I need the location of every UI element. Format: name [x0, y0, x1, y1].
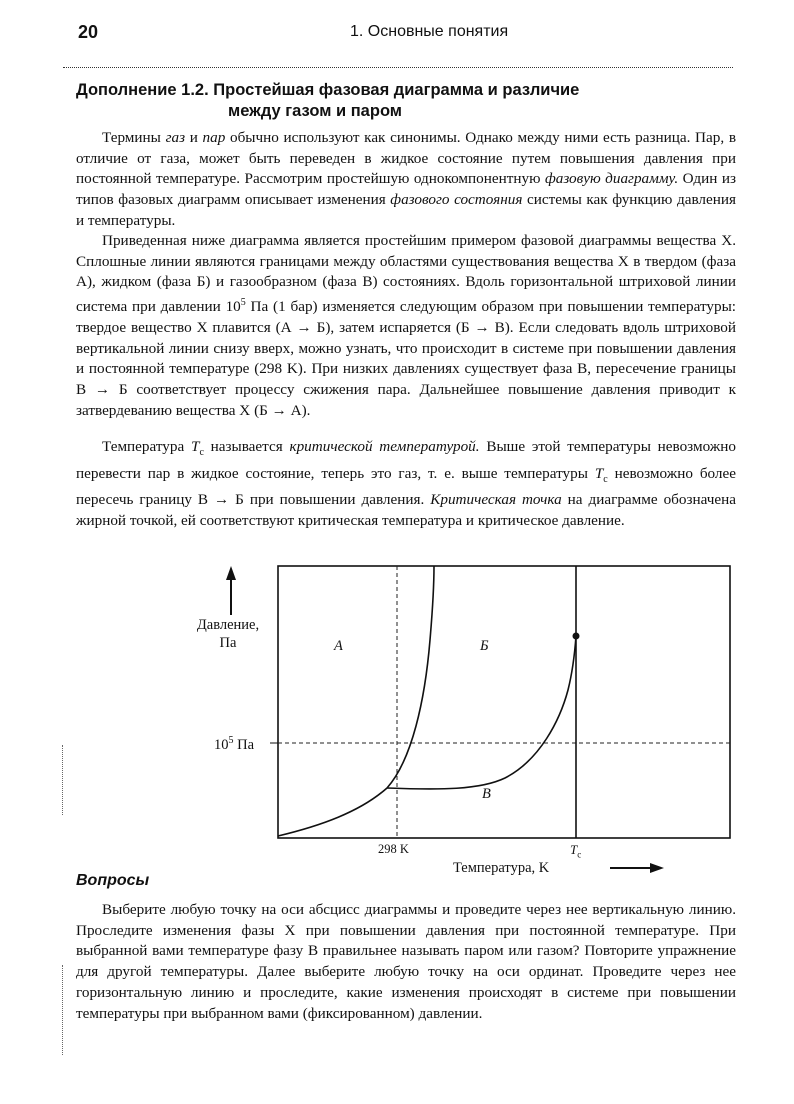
temp-tick-298k: 298 K [378, 842, 409, 856]
text-run: системы как функцию давления и температуры. [76, 191, 736, 229]
text-run: фазового состояния [390, 191, 523, 209]
phase-b-label: Б [480, 638, 489, 654]
y-axis-label-line-2: Па [219, 635, 237, 651]
pressure-tick-base: 10 [214, 736, 229, 753]
pressure-tick-label [214, 735, 254, 754]
pressure-tick-unit: Па [233, 736, 255, 753]
temp-tick-tc-symbol: T [570, 842, 578, 857]
text-run: пар [202, 129, 226, 146]
y-axis-label [188, 616, 268, 652]
text-run: называется [203, 438, 290, 455]
text-run: c [603, 473, 608, 485]
text-run: Один из типов фазовых диаграмм описывает изменения [76, 170, 736, 209]
text-run: критической температурой. [289, 438, 480, 455]
text-run: Критическая точка [430, 491, 562, 509]
text-run: газ [165, 129, 186, 146]
text-run: T [594, 464, 604, 482]
temp-tick-tc-subscript: c [577, 849, 582, 860]
text-run: 5 [240, 297, 246, 309]
melting-boundary [387, 566, 434, 788]
questions-heading: Вопросы [76, 872, 150, 889]
sublimation-boundary [278, 788, 387, 836]
y-axis-label-line-1: Давление, [196, 617, 260, 633]
text-run: Выберите любую точку на оси абсцисс диаграммы и проведите через нее вертикальную линию. Проследите изменения фазы X при повышении давления при постоянной температуре. При выбранной вами температуре фазу В правильнее называть паром или газом? Повторите упражнение для другой температуры. Далее выберите любую точку на оси ординат. Проведите через нее горизонтальную линию и проследите, какие изменения происходят в системе при повышении температуры при выбранном вами (фиксированном) давлении. [76, 901, 736, 1022]
text-run: на диаграмме обозначена жирной точкой, ей соответствуют критическая температура и критическое давление. [76, 491, 736, 530]
text-run: обычно используют как синонимы. Однако между ними есть разница. Пар, в отличие от газа, может быть переведен в жидкое состояние путем повышения давления при постоянной температуре. Рассмотрим простейшую однокомпонентную [76, 129, 736, 188]
text-run: c [199, 447, 204, 459]
paragraph-questions [76, 900, 736, 1024]
temp-tick-tc [570, 842, 581, 860]
phase-a-label: А [334, 638, 343, 654]
text-run: Выше этой температуры невозможно перевести пар в жидкое состояние, теперь это газ, т. е. выше температуры [76, 438, 736, 482]
text-run: и [185, 129, 203, 146]
text-run: Приведенная ниже диаграмма является простейшим примером фазовой диаграммы вещества X. Сплошные линии являются границами между областями существования вещества X в твердом (фаза А), жидком (фаза Б) и газообразном (фаза В) состояниях. Вдоль горизонтальной штриховой линии система при давлении 10 [76, 232, 736, 316]
text-run: фазовую диаграмму. [544, 170, 679, 188]
page-number: 20 [78, 22, 99, 42]
box-title-line-1: Дополнение 1.2. Простейшая фазовая диаграмма и различие [76, 81, 580, 99]
text-run: невозможно более пересечь границу В → Б при повышении давления. [76, 464, 736, 509]
critical-point [573, 633, 580, 640]
text-run: Па (1 бар) изменяется следующим образом при повышении температуры: твердое вещество X плавится (А → Б), затем испаряется (Б → В). Если следовать вдоль штриховой вертикальной линии снизу вверх, можно узнать, что происходит в системе при повышении давления и постоянной температуре (298 K). При низких давлениях существует фаза В, пересечение границы В → Б соответствует процессу сжижения пара. Дальнейшее повышение давления приводит к затвердеванию вещества X (Б → А). [76, 298, 736, 419]
running-title: 1. Основные понятия [350, 23, 509, 40]
text-run: Температура [102, 438, 191, 455]
phase-v-label: В [482, 786, 491, 802]
pressure-tick-exp: 5 [228, 735, 234, 746]
x-axis-label: Температура, K [453, 860, 550, 876]
y-axis-arrow-head [226, 566, 236, 580]
box-title-line-2: между газом и паром [228, 102, 403, 120]
text-run: Термины [102, 129, 166, 146]
diagram-frame [278, 566, 730, 838]
text-run: T [190, 438, 200, 455]
x-axis-arrow-head [650, 863, 664, 873]
vaporization-boundary [387, 636, 576, 789]
